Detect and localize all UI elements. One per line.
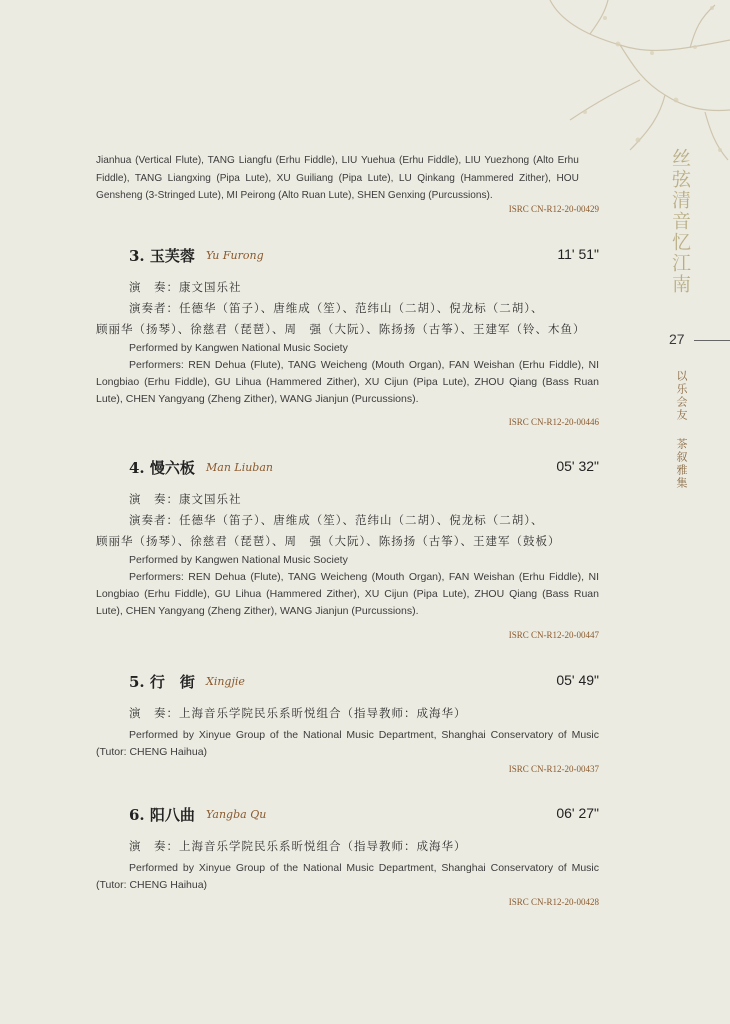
performing-group-en: Performed by Xinyue Group of the National Music Department, Shanghai Conservatory of Music (Tutor: CHENG Haihua) [96,729,599,758]
track-isrc: ISRC CN-R12-20-00437 [508,764,599,774]
plum-branch-illustration [490,0,730,170]
track-3 [96,245,599,427]
previous-track-performers: Jianhua (Vertical Flute), TANG Liangfu (Erhu Fiddle), LIU Yuehua (Erhu Fiddle), LIU Yuezhong (Alto Erhu Fiddle), TANG Liangxing (Pipa Lute), XU Guiliang (Pipa Lute), LU Qinkang (Hammered Zither), HOU Gensheng (3-Stringed Lute), MI Peirong (Alto Ruan Lute), SHEN Genxing (Purcussions). [96,154,579,201]
track-6 [96,804,599,907]
performing-group-en: Performed by Kangwen National Music Society [129,554,348,566]
track-duration: 06' 27" [556,805,599,821]
track-romanized-title: Xingjie [206,675,245,688]
track-romanized-title: Yangba Qu [206,808,267,821]
side-subtitle-a: 以乐会友 [675,370,688,422]
track-duration: 05' 49" [556,672,599,688]
performers-cn-line2: 顾丽华（扬琴）、徐慈君（琵琶）、周 强（大阮）、陈扬扬（古筝）、王建军（鼓板） [96,534,561,548]
performing-group-cn: 演 奏：上海音乐学院民乐系昕悦组合（指导教师：成海华） [129,839,467,853]
performers-en: Performers: REN Dehua (Flute), TANG Weicheng (Mouth Organ), FAN Weishan (Erhu Fiddle), NI Longbiao (Erhu Fiddle), GU Lihua (Hammered Zither), XU Cijun (Pipa Lute), ZHOU Qiang (Bass Ruan Lute), CHEN Yangyang (Zheng Zither), WANG Jianjun (Purcussions). [96,571,599,617]
track-isrc: ISRC CN-R12-20-00446 [508,417,599,427]
track-romanized-title: Man Liuban [206,461,273,474]
performing-group-cn: 演 奏：康文国乐社 [129,280,242,294]
page-number: 27 [669,331,685,347]
side-subtitle-b: 茶叙雅集 [675,438,688,490]
track-title: 5. 行 街 [129,673,195,691]
performing-group-en: Performed by Xinyue Group of the National Music Department, Shanghai Conservatory of Music (Tutor: CHENG Haihua) [96,862,599,891]
performing-group-cn: 演 奏：康文国乐社 [129,492,242,506]
performers-cn-line1: 演奏者：任德华（笛子）、唐维成（笙）、范纬山（二胡）、倪龙标（二胡）、 [129,513,544,527]
track-title: 6. 阳八曲 [129,806,195,824]
track-duration: 05' 32" [556,458,599,474]
track-duration: 11' 51" [557,246,599,262]
track-isrc: ISRC CN-R12-20-00447 [508,630,599,640]
performers-en: Performers: REN Dehua (Flute), TANG Weicheng (Mouth Organ), FAN Weishan (Erhu Fiddle), NI Longbiao (Erhu Fiddle), GU Lihua (Hammered Zither), XU Cijun (Pipa Lute), ZHOU Qiang (Bass Ruan Lute), CHEN Yangyang (Zheng Zither), WANG Jianjun (Purcussions). [96,359,599,405]
track-isrc: ISRC CN-R12-20-00428 [508,897,599,907]
track-title: 4. 慢六板 [129,459,195,477]
track-romanized-title: Yu Furong [206,249,264,262]
track-4 [96,457,599,640]
page-number-rule [694,340,730,341]
book-side-title: 丝弦清音忆江南 [669,148,691,295]
performing-group-en: Performed by Kangwen National Music Society [129,342,348,354]
performers-cn-line1: 演奏者：任德华（笛子）、唐维成（笙）、范纬山（二胡）、倪龙标（二胡）、 [129,301,544,315]
performing-group-cn: 演 奏：上海音乐学院民乐系昕悦组合（指导教师：成海华） [129,706,467,720]
performers-cn-line2: 顾丽华（扬琴）、徐慈君（琵琶）、周 强（大阮）、陈扬扬（古筝）、王建军（铃、木鱼） [96,322,586,336]
previous-track-isrc: ISRC CN-R12-20-00429 [508,204,599,214]
track-5 [96,671,599,774]
track-title: 3. 玉芙蓉 [129,247,195,265]
